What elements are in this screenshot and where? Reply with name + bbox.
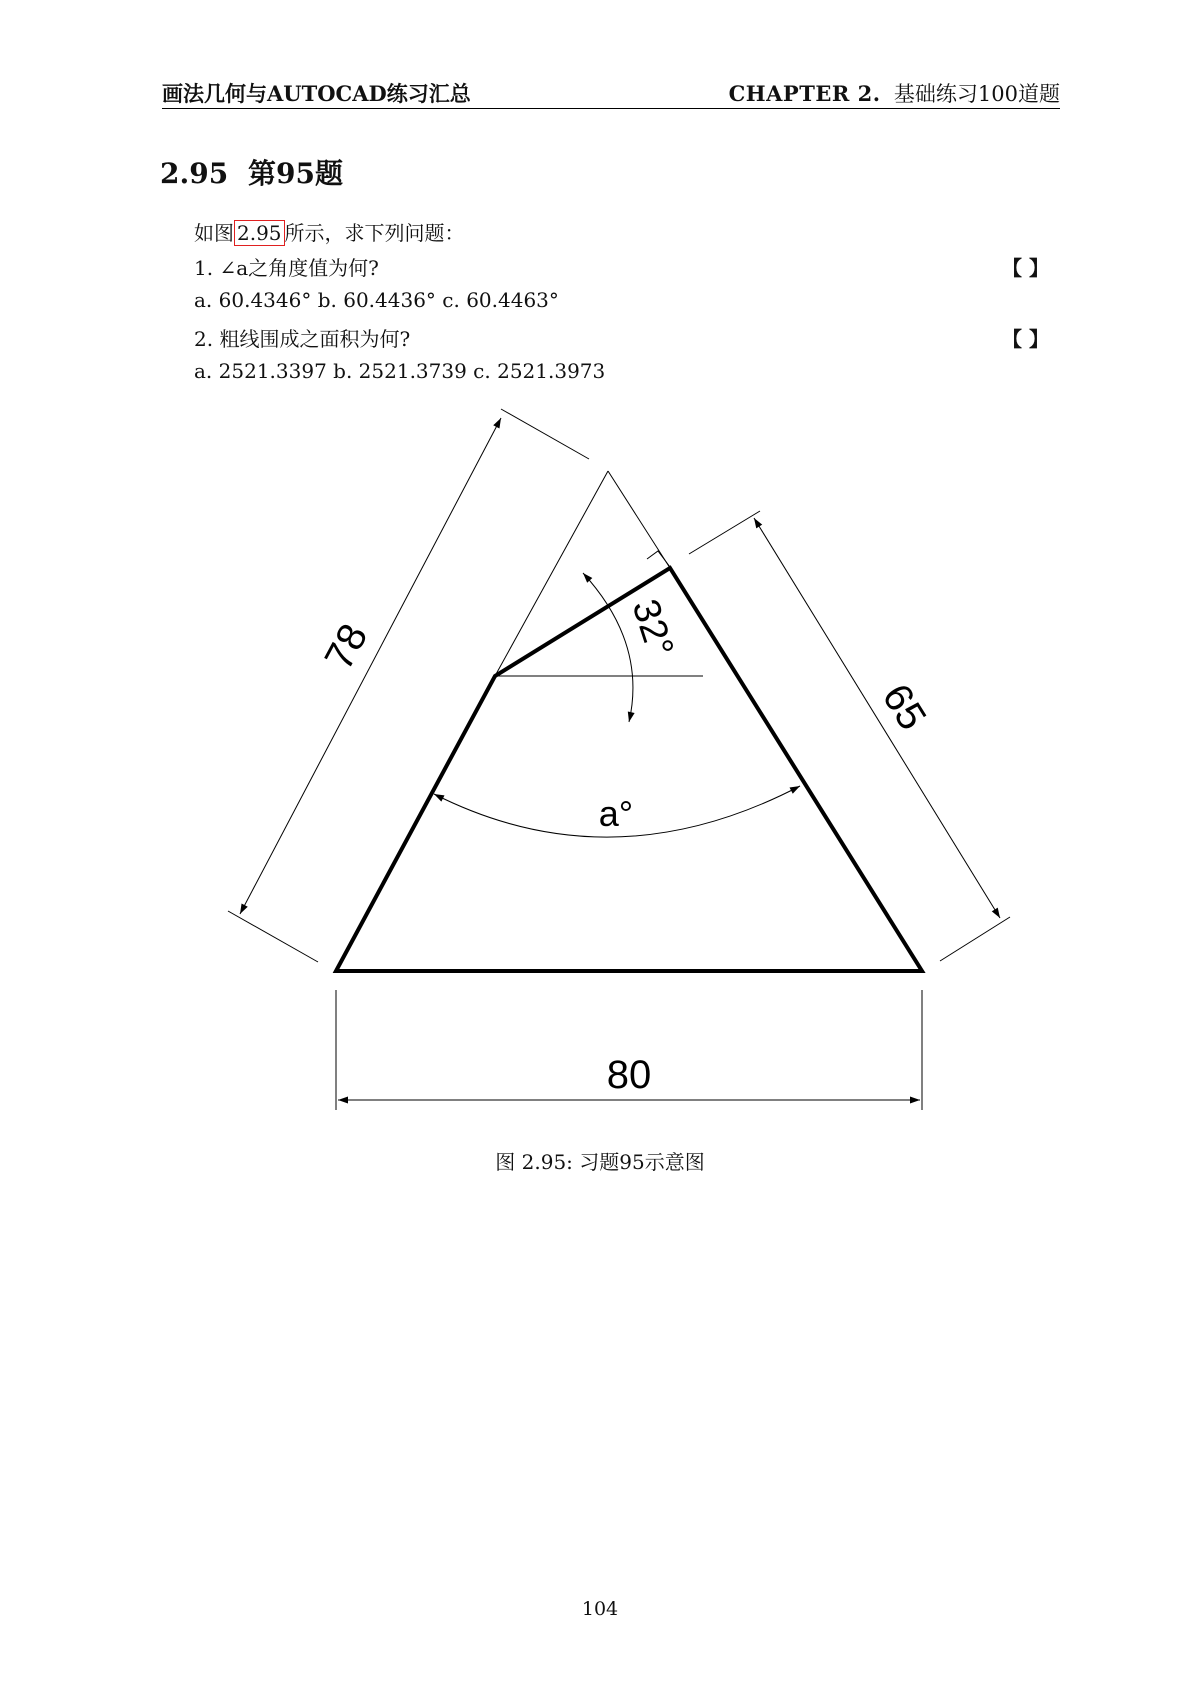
question-1-options: a. 60.4346° b. 60.4436° c. 60.4463°: [194, 288, 559, 312]
extension-line-65-bottom: [940, 917, 1010, 961]
dimension-78: [228, 409, 589, 962]
dimension-label-78: 78: [316, 616, 377, 677]
angle-label-a: a°: [598, 793, 634, 834]
page-number: 104: [581, 1598, 619, 1620]
dimension-label-65: 65: [873, 676, 935, 738]
extension-line-78-bottom: [228, 911, 318, 962]
header-chapter-number: CHAPTER 2.: [728, 81, 881, 106]
answer-bracket-1: 【 】: [1002, 256, 1049, 280]
header-chapter-title: 基础练习100道题: [893, 82, 1060, 106]
header-book-title: 画法几何与AUTOCAD练习汇总: [162, 81, 471, 106]
question-2: 2. 粗线围成之面积为何?: [194, 327, 411, 351]
question-2-options: a. 2521.3397 b. 2521.3739 c. 2521.3973: [194, 359, 606, 383]
dimension-line-78: [240, 418, 501, 914]
figure-caption: 图 2.95: 习题95示意图: [495, 1150, 705, 1174]
intro-suffix: 所示，求下列问题：: [284, 221, 465, 245]
dimension-label-80: 80: [606, 1053, 652, 1097]
question-1: 1. ∠a之角度值为何?: [194, 256, 379, 280]
dimension-65: [689, 511, 1010, 961]
construction-line-left-extension: [495, 471, 608, 676]
intro-prefix: 如图: [194, 221, 234, 245]
figure-reference-link[interactable]: 2.95: [234, 220, 285, 246]
section-number: 2.95: [160, 157, 229, 190]
right-angle-mark: [647, 551, 670, 567]
extension-line-78-top: [501, 409, 589, 459]
section-title: 第95题: [248, 157, 343, 190]
construction-line-right-extension: [608, 471, 670, 568]
angle-label-32: 32°: [623, 594, 682, 663]
bold-outline-polygon: [336, 568, 922, 971]
extension-line-65-top: [689, 511, 760, 554]
dimension-line-65: [754, 518, 1000, 918]
answer-bracket-2: 【 】: [1002, 327, 1049, 351]
